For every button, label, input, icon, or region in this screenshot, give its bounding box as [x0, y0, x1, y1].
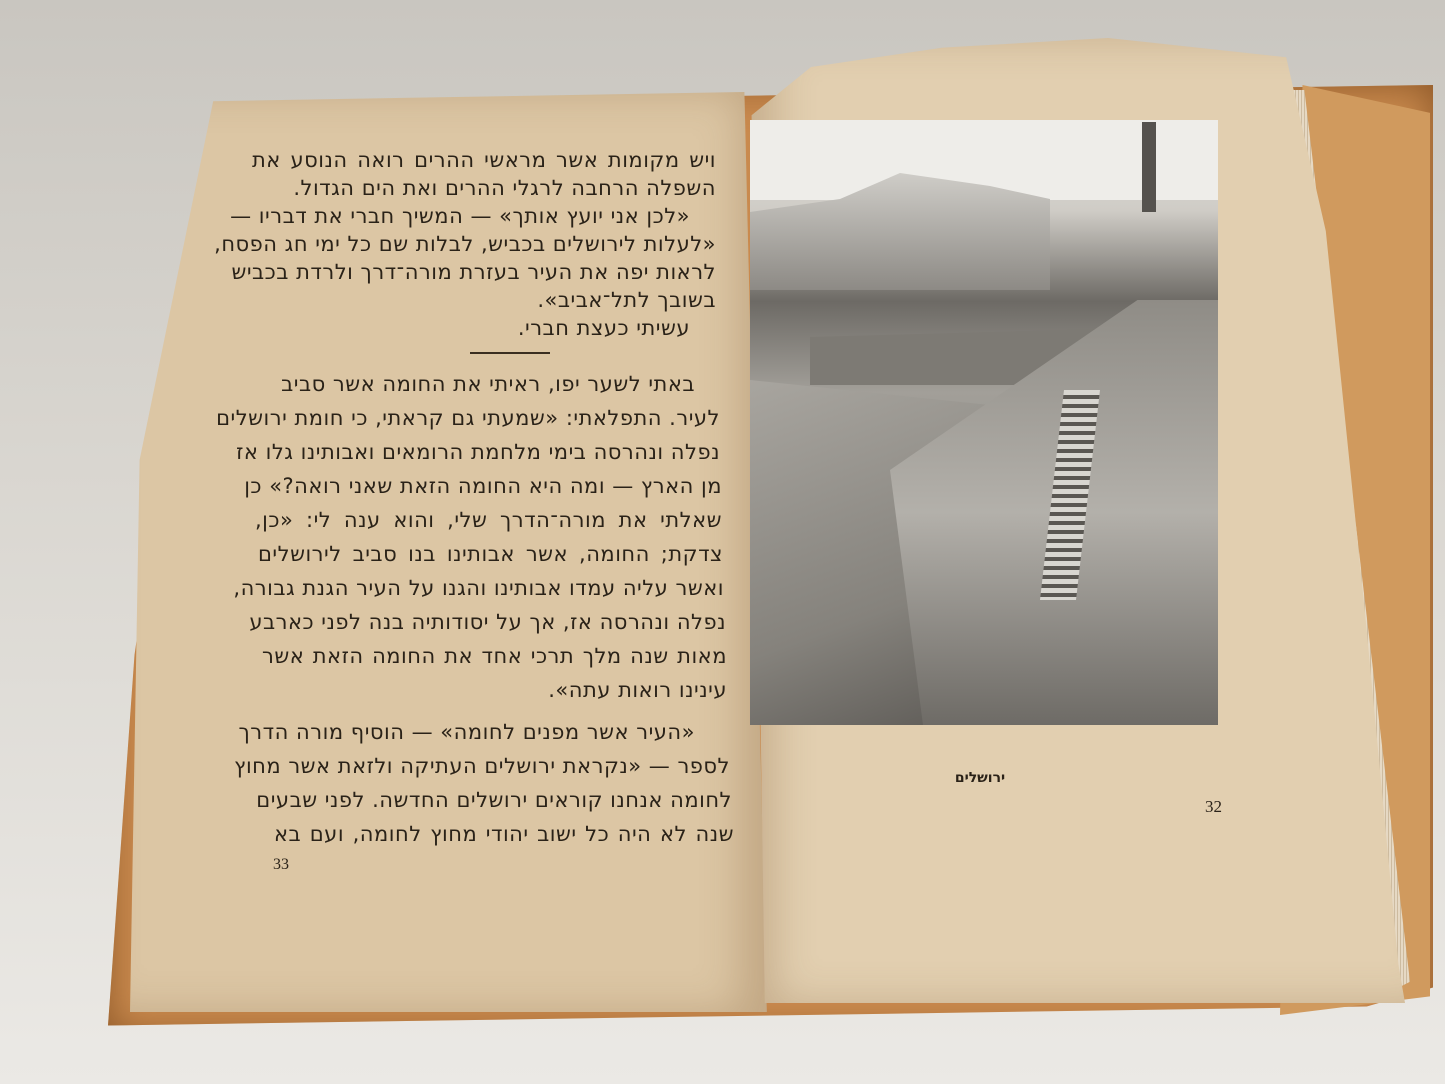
photo-caption: ירושלים — [954, 770, 1006, 786]
text-line: צדקת; החומה, אשר אבותינו בנו סביב לירושלים — [258, 542, 723, 566]
page-number-left: 33 — [273, 856, 289, 873]
text-line: «לכן אני יועץ אותך» — המשיך חברי את דבריו — — [230, 204, 690, 228]
text-line: לספר — «נקראת ירושלים העתיקה ולזאת אשר מחוץ — [234, 754, 730, 778]
text-line: עינינו רואות עתה». — [548, 678, 727, 702]
text-line: שאלתי את מורה־הדרך שלי, והוא ענה לי: «כן, — [255, 508, 722, 532]
text-line: לעיר. התפלאתי: «שמעתי גם קראתי, כי חומת ירושלים — [216, 406, 720, 430]
photo-clock-tower — [1142, 122, 1156, 212]
text-line: באתי לשער יפו, ראיתי את החומה אשר סביב — [281, 372, 695, 396]
text-line: מן הארץ — ומה היא החומה הזאת שאני רואה?» כן — [244, 474, 722, 498]
jerusalem-wall-photo — [750, 120, 1218, 725]
text-line: שנה לא היה כל ישוב יהודי מחוץ לחומה, ועם בא — [274, 822, 734, 846]
text-line: נפלה ונהרסה בימי מלחמת הרומאים ואבותינו גלו אז — [236, 440, 720, 464]
text-line: ואשר עליה עמדו אבותינו והגנו על העיר הגנת גבורה, — [233, 576, 724, 600]
section-divider — [470, 352, 550, 354]
text-line: לחומה אנחנו קוראים ירושלים החדשה. לפני שבעים — [256, 788, 732, 812]
text-line: נפלה ונהרסה אז, אך על יסודותיה בנה לפני כארבע — [249, 610, 726, 634]
text-line: בשובך לתל־אביב». — [537, 288, 716, 312]
text-line: מאות שנה מלך תרכי אחד את החומה הזאת אשר — [262, 644, 727, 668]
text-line: «לעלות לירושלים בכביש, לבלות שם כל ימי חג הפסח, — [214, 232, 716, 256]
text-line: עשיתי כעצת חברי. — [517, 316, 690, 340]
text-line: ויש מקומות אשר מראשי ההרים רואה הנוסע את — [252, 148, 716, 172]
text-line: «העיר אשר מפנים לחומה» — הוסיף מורה הדרך — [238, 720, 695, 744]
page-number-right: 32 — [1205, 797, 1222, 816]
text-line: לראות יפה את העיר בעזרת מורה־דרך ולרדת בכביש — [231, 260, 716, 284]
text-line: השפלה הרחבה לרגלי ההרים ואת הים הגדול. — [293, 176, 716, 200]
